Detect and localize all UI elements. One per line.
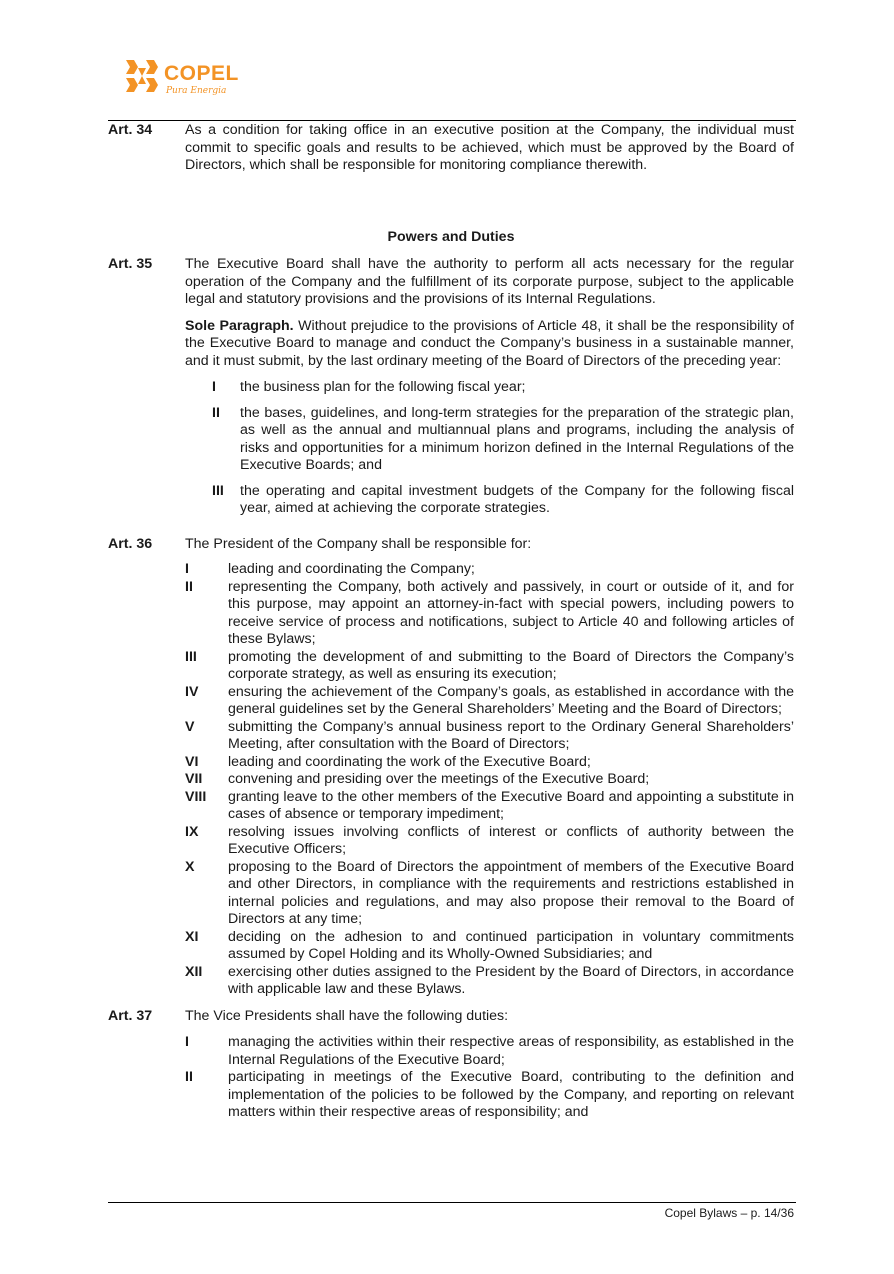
item-numeral: VI [185, 753, 199, 770]
list-item [185, 684, 794, 719]
header-divider [108, 120, 796, 121]
sole-paragraph-label: Sole Paragraph. [185, 317, 294, 334]
logo-tagline: Pura Energia [166, 86, 227, 96]
list-item [185, 561, 794, 579]
item-numeral: VIII [185, 788, 207, 805]
list-item [185, 929, 794, 964]
item-text: deciding on the adhesion to and continued participation in voluntary commitments assumed by Copel Holding and its Wholly-Owned Subsidiaries; and [228, 928, 794, 962]
item-text: managing the activities within their respective areas of responsibility, as established in the Internal Regulations of the Executive Board; [228, 1034, 794, 1068]
item-text: ensuring the achievement of the Company’s goals, as established in accordance with the general guidelines set by the General Shareholders’ Meeting and the Board of Directors; [228, 683, 794, 717]
item-list [185, 561, 794, 999]
article-number: Art. 37 [108, 1007, 153, 1024]
item-numeral: I [185, 561, 189, 577]
footer-divider [108, 1202, 796, 1203]
item-numeral: II [185, 578, 193, 595]
list-item [185, 483, 794, 518]
item-text: representing the Company, both actively and passively, in court or outside of it, and for this purpose, may appoint an attorney-in-fact with special powers, including powers to receive service of process and notifications, subject to Article 40 and following articles of these Bylaws; [228, 578, 794, 647]
item-numeral: X [185, 858, 195, 875]
article-text: The Executive Board shall have the authority to perform all acts necessary for the regular operation of the Company and the fulfillment of its corporate purpose, subject to the applicable legal and statutory provisions and the provisions of its Internal Regulations. [185, 256, 794, 307]
item-text: the operating and capital investment budgets of the Company for the following fiscal year, aimed at achieving the corporate strategies. [240, 482, 794, 516]
list-item [185, 405, 794, 475]
list-item [185, 964, 794, 999]
item-text: resolving issues involving conflicts of interest or conflicts of authority between the Executive Officers; [228, 823, 794, 857]
item-text: the bases, guidelines, and long-term strategies for the preparation of the strategic plan, as well as the annual and multiannual plans and programs, including the analysis of risks and opportunities for a minimum horizon defined in the Internal Regulations of the Executive Boards; and [240, 404, 794, 473]
article-number: Art. 34 [108, 122, 153, 138]
logo-wordmark: COPEL [164, 62, 239, 85]
item-list [185, 379, 794, 518]
article-number: Art. 35 [108, 256, 153, 272]
copel-emblem-icon [124, 58, 160, 94]
item-numeral: II [212, 404, 220, 421]
item-text: convening and presiding over the meetings of the Executive Board; [228, 771, 650, 787]
item-numeral: XII [185, 963, 203, 980]
item-numeral: V [185, 718, 195, 735]
list-item [185, 579, 794, 649]
item-text: submitting the Company’s annual business report to the Ordinary General Shareholders’ Meeting, after consultation with the Board of Directors; [228, 718, 794, 752]
item-text: participating in meetings of the Executive Board, contributing to the definition and implementation of the policies to be followed by the Company, and reporting on relevant matters within their respective areas of responsibility; and [228, 1069, 794, 1120]
list-item [185, 719, 794, 754]
item-numeral: XI [185, 928, 199, 945]
copel-logo [124, 58, 244, 104]
item-numeral: I [185, 1034, 189, 1050]
item-numeral: IX [185, 823, 199, 840]
list-item [185, 379, 794, 397]
item-text: granting leave to the other members of the Executive Board and appointing a substitute in cases of absence or temporary impediment; [228, 788, 794, 822]
item-numeral: VII [185, 771, 203, 787]
section-heading: Powers and Duties [387, 228, 515, 245]
article-35 [108, 256, 794, 526]
item-numeral: IV [185, 683, 199, 700]
item-numeral: I [212, 379, 216, 395]
list-item [185, 1034, 794, 1069]
page-footer: Copel Bylaws – p. 14/36 [664, 1206, 794, 1220]
item-numeral: III [185, 648, 197, 665]
article-text: The Vice Presidents shall have the following duties: [185, 1007, 509, 1024]
item-list [185, 1034, 794, 1122]
list-item [185, 1069, 794, 1122]
article-text: The President of the Company shall be responsible for: [185, 535, 532, 552]
sole-paragraph-text: Without prejudice to the provisions of Article 48, it shall be the responsibility of the Executive Board to manage and conduct the Company’s business in a sustainable manner, and it must submit, by the last ordinary meeting of the Board of Directors of the preceding year: [185, 317, 794, 369]
article-number: Art. 36 [108, 535, 153, 552]
list-item [185, 789, 794, 824]
list-item [185, 754, 794, 772]
item-numeral: II [185, 1069, 193, 1085]
list-item [185, 649, 794, 684]
list-item [185, 824, 794, 859]
sole-paragraph [185, 318, 794, 371]
item-text: exercising other duties assigned to the President by the Board of Directors, in accordance with applicable law and these Bylaws. [228, 963, 794, 997]
article-37 [108, 1008, 794, 1026]
item-text: proposing to the Board of Directors the appointment of members of the Executive Board and other Directors, in compliance with the requirements and restrictions established in internal policies and regulations, and may also propose their removal to the Board of Directors at any time; [228, 858, 794, 927]
list-item [185, 771, 794, 789]
item-text: leading and coordinating the work of the Executive Board; [228, 753, 591, 770]
document-body [108, 122, 794, 1122]
item-text: the business plan for the following fiscal year; [240, 379, 526, 395]
list-item [185, 859, 794, 929]
article-34 [108, 122, 794, 175]
article-36 [108, 536, 794, 554]
article-text: As a condition for taking office in an executive position at the Company, the individual must commit to specific goals and results to be achieved, which must be approved by the Board of Directors, which shall be responsible for monitoring compliance therewith. [185, 122, 794, 173]
item-text: promoting the development of and submitting to the Board of Directors the Company’s corporate strategy, as well as ensuring its execution; [228, 648, 794, 682]
item-text: leading and coordinating the Company; [228, 561, 475, 577]
item-numeral: III [212, 482, 224, 499]
